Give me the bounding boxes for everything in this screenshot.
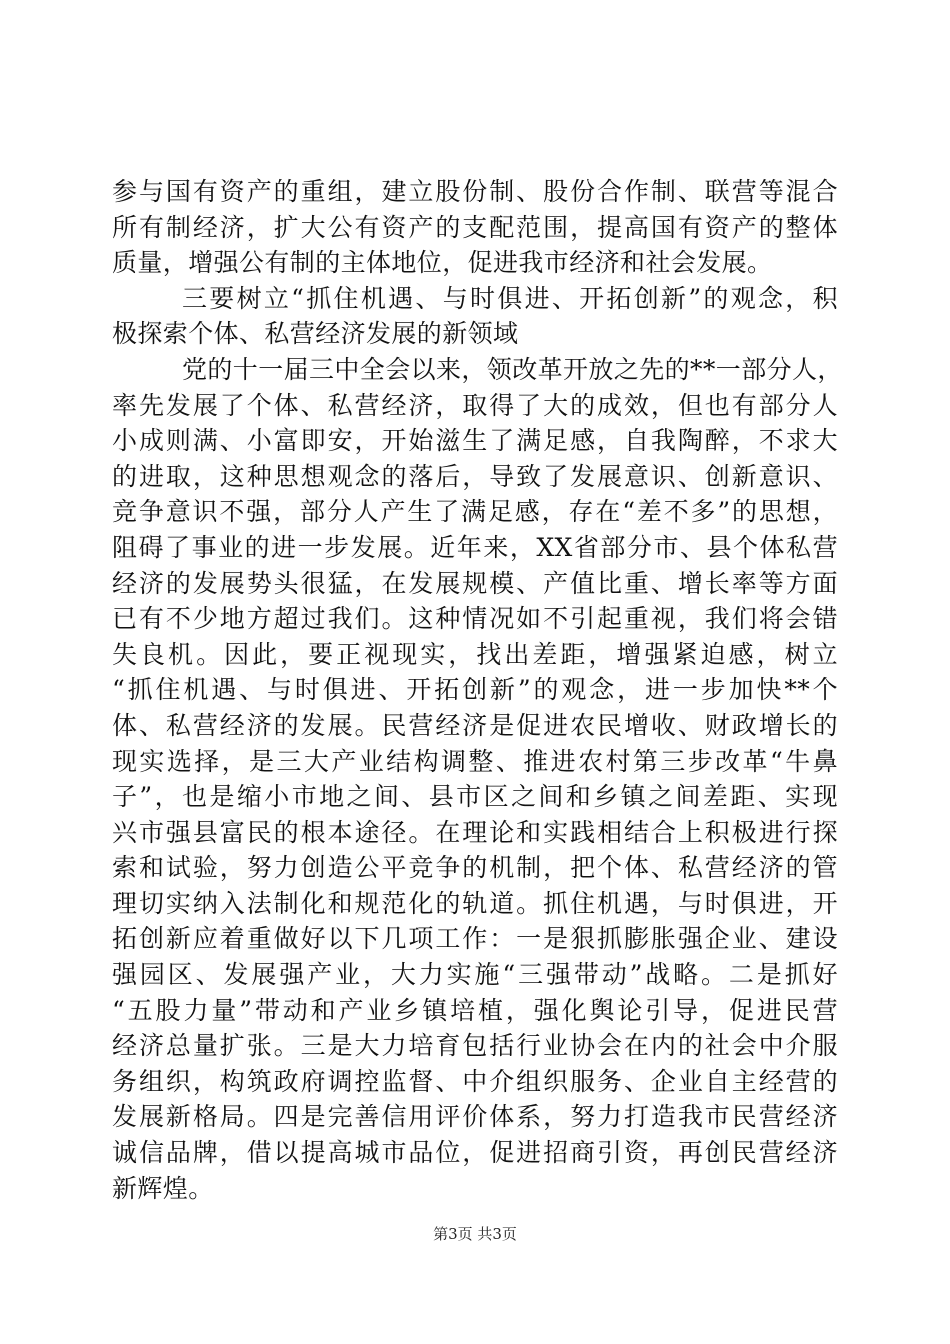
text-line: 发展新格局。四是完善信用评价体系，努力打造我市民营经济: [112, 1102, 838, 1132]
text-line: 质量，增强公有制的主体地位，促进我市经济和社会发展。: [112, 248, 773, 278]
text-line: 参与国有资产的重组，建立股份制、股份合作制、联营等混合: [112, 177, 838, 206]
text-line: 诚信品牌，借以提高城市品位，促进招商引资，再创民营经济: [112, 1138, 838, 1168]
text-line: 务组织，构筑政府调控监督、中介组织服务、企业自主经营的: [112, 1066, 838, 1096]
text-line: 率先发展了个体、私营经济，取得了大的成效，但也有部分人: [112, 390, 838, 420]
text-line: 已有不少地方超过我们。这种情况如不引起重视，我们将会错: [112, 604, 838, 634]
section-heading-line: 极探索个体、私营经济发展的新领域: [112, 319, 519, 349]
text-line: 所有制经济，扩大公有资产的支配范围，提高国有资产的整体: [112, 212, 838, 242]
text-line: 兴市强县富民的根本途径。在理论和实践相结合上积极进行探: [112, 817, 838, 847]
text-line: “五股力量”带动和产业乡镇培植，强化舆论引导，促进民营: [112, 995, 838, 1025]
text-line: 拓创新应着重做好以下几项工作：一是狠抓膨胀强企业、建设: [112, 924, 838, 954]
text-line: 阻碍了事业的进一步发展。近年来，XX省部分市、县个体私营: [112, 532, 838, 562]
text-line: 强园区、发展强产业，大力实施“三强带动”战略。二是抓好: [112, 960, 838, 990]
text-line: 失良机。因此，要正视现实，找出差距，增强紧迫感，树立: [112, 639, 838, 669]
text-line: “抓住机遇、与时俱进、开拓创新”的观念，进一步加快**个: [112, 675, 838, 705]
text-line: 索和试验，努力创造公平竞争的机制，把个体、私营经济的管: [112, 853, 838, 883]
text-line: 的进取，这种思想观念的落后，导致了发展意识、创新意识、: [112, 461, 838, 491]
text-line: 党的十一届三中全会以来，领改革开放之先的**一部分人，: [182, 354, 843, 384]
text-line: 新辉煌。: [112, 1173, 214, 1203]
text-line: 竞争意识不强，部分人产生了满足感，存在“差不多”的思想，: [112, 497, 838, 527]
page-number-label: 第3页 共3页: [433, 1225, 517, 1243]
text-line: 体、私营经济的发展。民营经济是促进农民增收、财政增长的: [112, 710, 838, 740]
section-heading-line: 三要树立“抓住机遇、与时俱进、开拓创新”的观念，积: [182, 283, 838, 313]
text-line: 经济的发展势头很猛，在发展规模、产值比重、增长率等方面: [112, 568, 838, 598]
text-line: 子”，也是缩小市地之间、县市区之间和乡镇之间差距、实现: [112, 782, 838, 812]
text-line: 理切实纳入法制化和规范化的轨道。抓住机遇，与时俱进，开: [112, 888, 838, 918]
body-text: [112, 174, 843, 1206]
page-footer: [0, 1224, 950, 1244]
text-line: 小成则满、小富即安，开始滋生了满足感，自我陶醉，不求大: [112, 426, 838, 456]
text-line: 现实选择，是三大产业结构调整、推进农村第三步改革“牛鼻: [112, 746, 838, 776]
text-line: 经济总量扩张。三是大力培育包括行业协会在内的社会中介服: [112, 1031, 838, 1061]
